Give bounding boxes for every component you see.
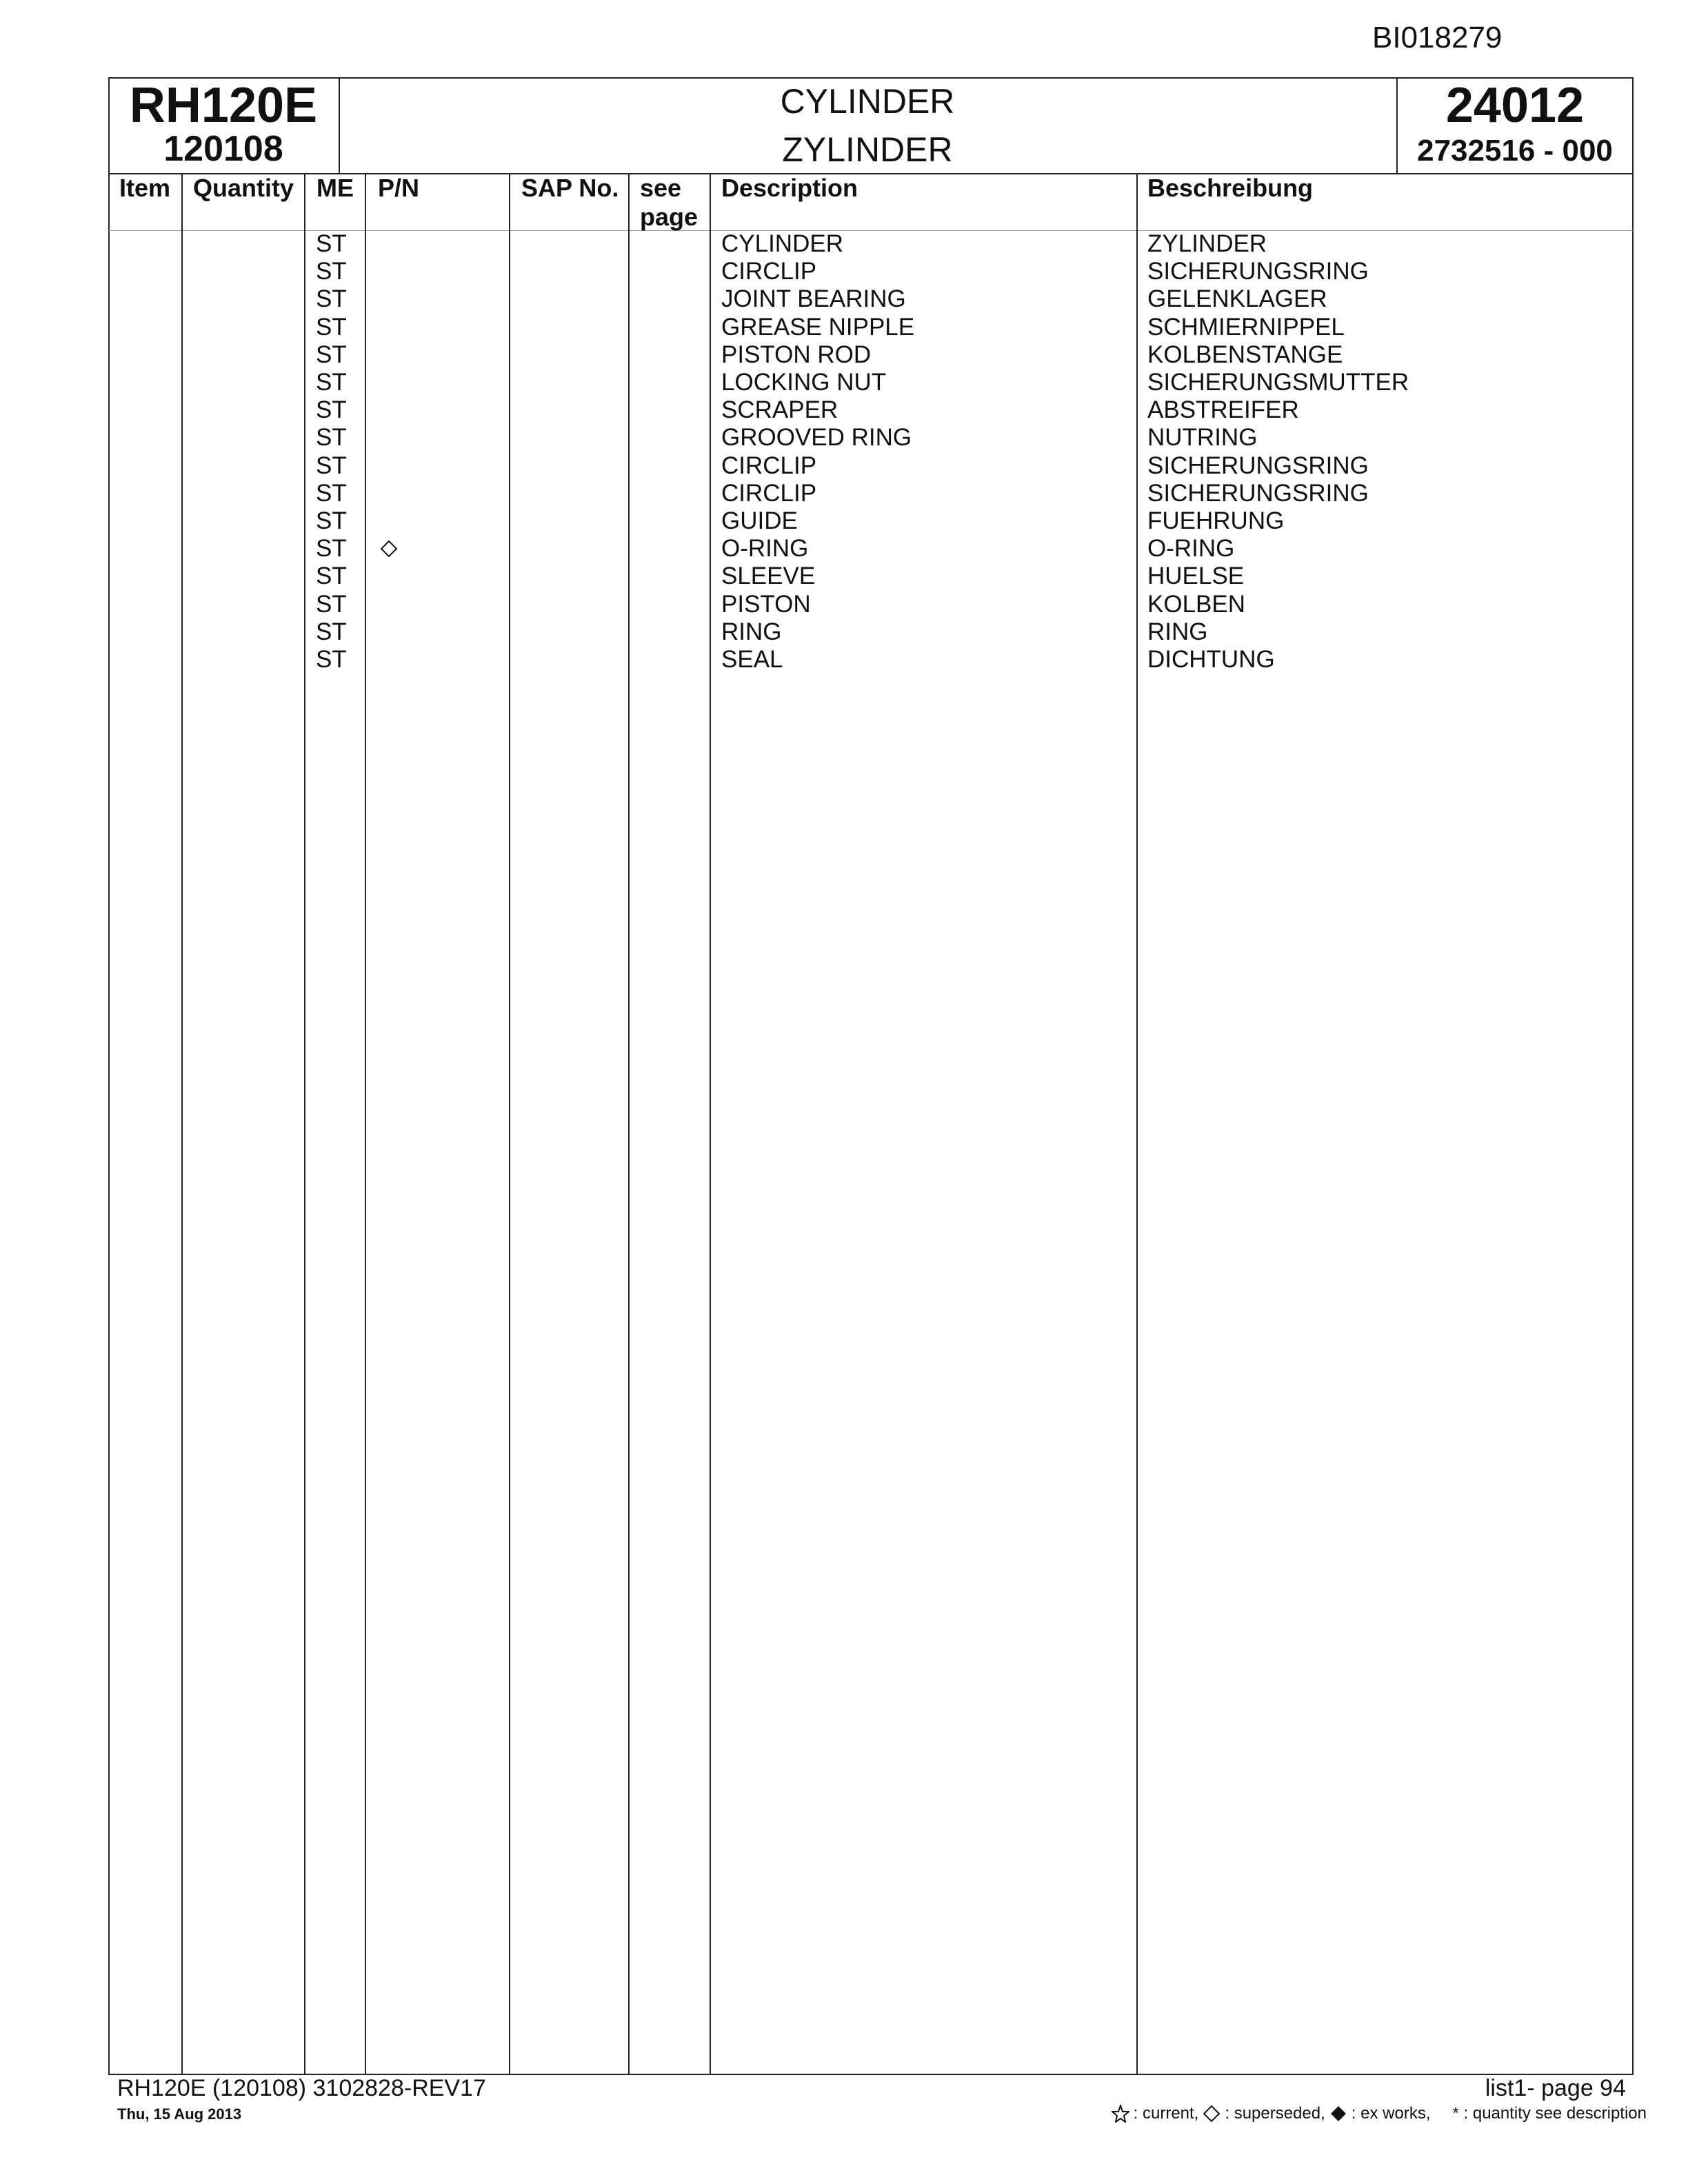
legend-ex-works: : ex works,	[1351, 2104, 1431, 2123]
footer-document-ref: RH120E (120108) 3102828-REV17	[117, 2075, 486, 2101]
document-id: BI018279	[1372, 21, 1503, 54]
star-outline-icon	[1112, 2105, 1129, 2123]
col-header-description: Description	[721, 174, 858, 202]
cell-me: ST	[316, 424, 347, 452]
title-english: CYLINDER	[780, 82, 955, 121]
col-divider-7	[1136, 174, 1138, 2075]
cell-me: ST	[316, 285, 347, 313]
cell-desc: CYLINDER	[721, 230, 843, 257]
cell-me: ST	[316, 590, 347, 618]
cell-me: ST	[316, 563, 347, 590]
cell-me: ST	[316, 313, 347, 341]
cell-desc: O-RING	[721, 535, 809, 563]
cell-besch: SICHERUNGSMUTTER	[1147, 369, 1409, 396]
cell-desc: GUIDE	[721, 507, 798, 534]
cell-me: ST	[316, 341, 347, 368]
col-header-quantity: Quantity	[192, 174, 294, 202]
cell-besch: KOLBEN	[1147, 590, 1245, 618]
group-document: 2732516 - 000	[1417, 134, 1613, 168]
cell-desc: PISTON	[721, 590, 811, 618]
cell-besch: HUELSE	[1147, 563, 1245, 590]
col-divider-5	[628, 174, 630, 2075]
cell-desc: SLEEVE	[721, 563, 816, 590]
cell-desc: SEAL	[721, 646, 783, 673]
cell-me: ST	[316, 535, 347, 563]
cell-besch: ZYLINDER	[1147, 230, 1267, 257]
col-divider-2	[304, 174, 305, 2075]
model-code: RH120E	[129, 78, 318, 133]
footer-page: list1- page 94	[1485, 2075, 1626, 2101]
cell-me: ST	[316, 618, 347, 645]
cell-desc: GROOVED RING	[721, 424, 912, 452]
cell-besch: SCHMIERNIPPEL	[1147, 313, 1345, 341]
model-serial: 120108	[163, 129, 283, 169]
col-header-item: Item	[119, 174, 171, 202]
cell-besch: SICHERUNGSRING	[1147, 479, 1369, 507]
cell-me: ST	[316, 369, 347, 396]
cell-desc: RING	[721, 618, 782, 645]
cell-desc: SCRAPER	[721, 396, 838, 424]
col-header-sap: SAP No.	[521, 174, 619, 202]
col-header-see-page: see page	[640, 174, 699, 231]
col-header-beschreibung: Beschreibung	[1147, 174, 1314, 202]
title-german: ZYLINDER	[782, 130, 953, 169]
legend-quantity: * : quantity see description	[1452, 2104, 1647, 2123]
col-header-me: ME	[316, 174, 354, 202]
footer-legend	[1112, 2104, 1647, 2123]
cell-desc: CIRCLIP	[721, 452, 817, 479]
cell-me: ST	[316, 479, 347, 507]
cell-besch: KOLBENSTANGE	[1147, 341, 1343, 368]
col-divider-4	[509, 174, 510, 2075]
diamond-filled-icon	[1329, 2105, 1347, 2123]
cell-me: ST	[316, 396, 347, 424]
cell-me: ST	[316, 230, 347, 257]
cell-besch: SICHERUNGSRING	[1147, 452, 1369, 479]
col-divider-1	[181, 174, 183, 2075]
col-divider-3	[365, 174, 366, 2075]
col-header-pn: P/N	[378, 174, 420, 202]
cell-me: ST	[316, 507, 347, 534]
cell-besch: FUEHRUNG	[1147, 507, 1285, 534]
diamond-outline-icon	[1203, 2105, 1220, 2123]
cell-besch: DICHTUNG	[1147, 646, 1275, 673]
cell-me: ST	[316, 452, 347, 479]
cell-besch: O-RING	[1147, 535, 1235, 563]
cell-desc: JOINT BEARING	[721, 285, 906, 313]
footer-date: Thu, 15 Aug 2013	[117, 2105, 242, 2123]
legend-superseded: : superseded,	[1225, 2104, 1325, 2123]
cell-me: ST	[316, 646, 347, 673]
cell-desc: LOCKING NUT	[721, 369, 887, 396]
group-number: 24012	[1445, 78, 1585, 133]
cell-besch: NUTRING	[1147, 424, 1258, 452]
cell-besch: RING	[1147, 618, 1208, 645]
cell-besch: ABSTREIFER	[1147, 396, 1299, 424]
cell-besch: GELENKLAGER	[1147, 285, 1327, 313]
cell-desc: CIRCLIP	[721, 258, 817, 285]
cell-desc: PISTON ROD	[721, 341, 872, 368]
cell-desc: GREASE NIPPLE	[721, 313, 915, 341]
legend-current: : current,	[1133, 2104, 1199, 2123]
cell-besch: SICHERUNGSRING	[1147, 258, 1369, 285]
diamond-outline-icon	[380, 540, 398, 558]
cell-me: ST	[316, 258, 347, 285]
cell-desc: CIRCLIP	[721, 479, 817, 507]
col-divider-6	[710, 174, 711, 2075]
